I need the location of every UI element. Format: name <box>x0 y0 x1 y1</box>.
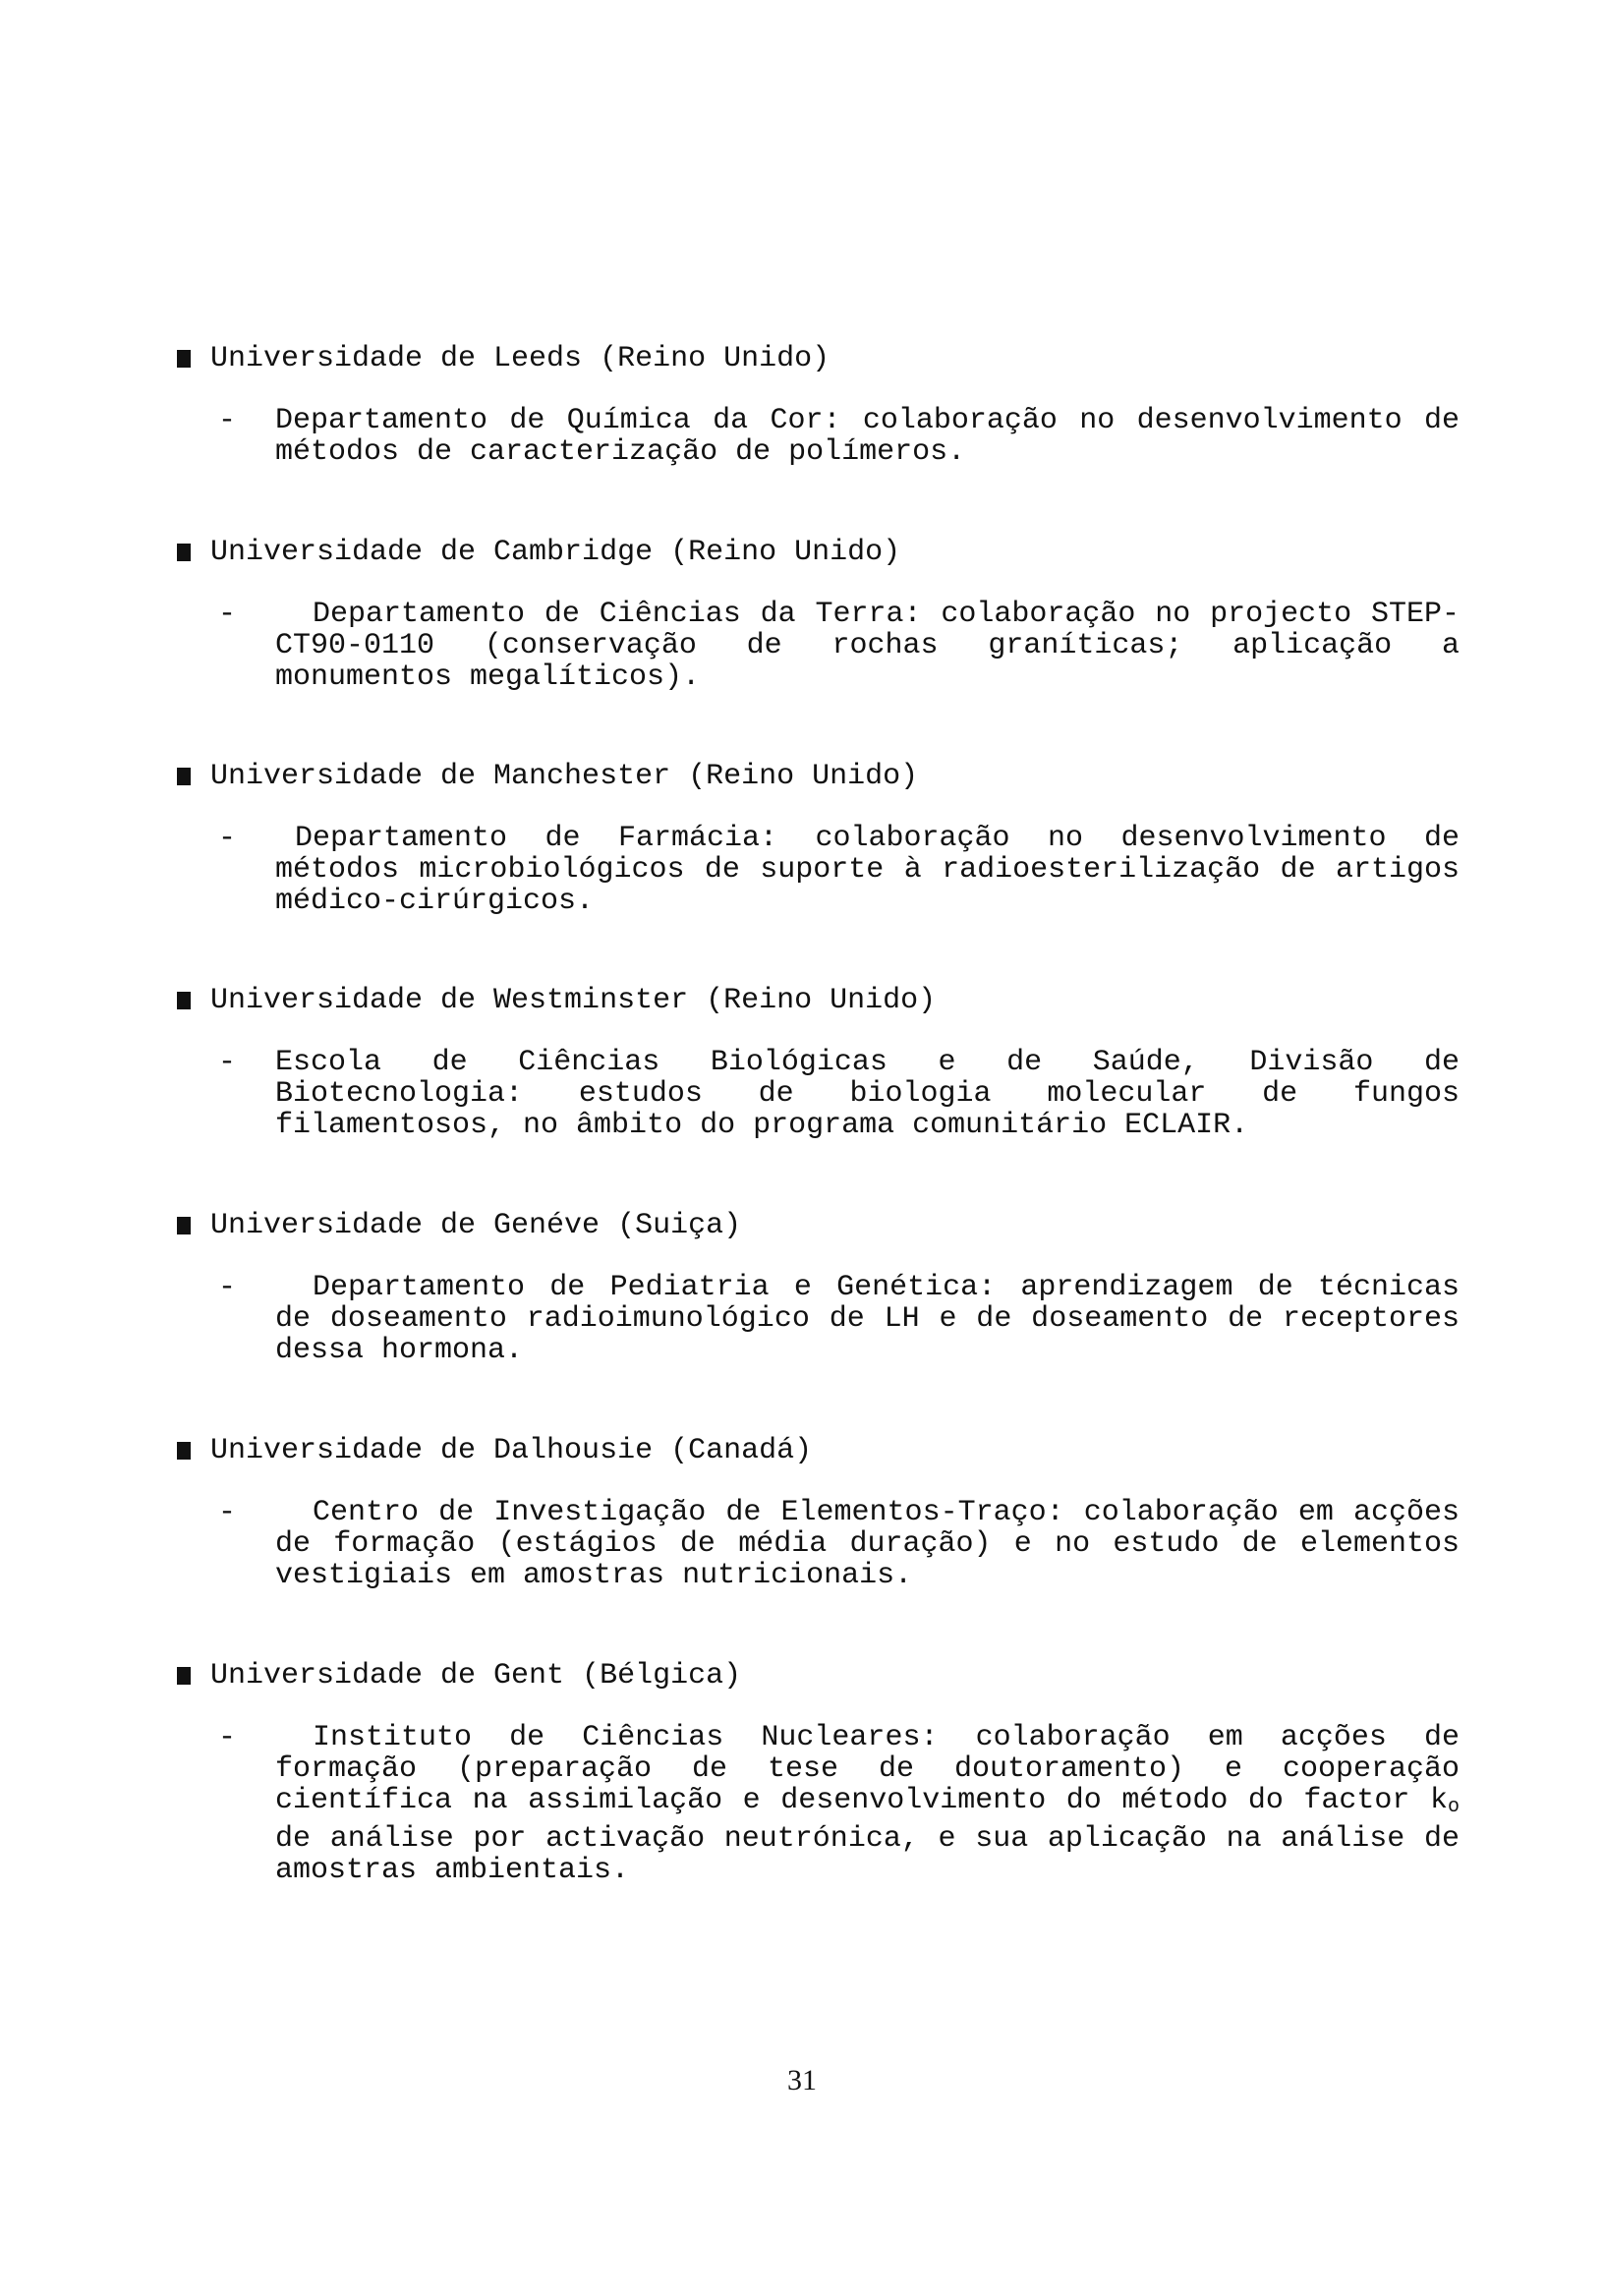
description-text: Centro de Investigação de Elementos-Traço: colaboração em acções de formação (estágios de média duração) e no estudo de elementos vestigiais em amostras nutricionais. <box>275 1496 1460 1592</box>
entry-leeds <box>177 342 1460 469</box>
entry-dalhousie <box>177 1434 1460 1592</box>
square-bullet-icon <box>177 1442 191 1460</box>
square-bullet-icon <box>177 350 191 368</box>
entry-heading <box>177 984 1455 1017</box>
entry-cambridge <box>177 536 1460 694</box>
square-bullet-icon <box>177 544 191 561</box>
entry-description <box>177 405 1460 468</box>
heading-text: Universidade de Westminster (Reino Unido) <box>210 984 937 1017</box>
entry-heading <box>177 1434 1455 1467</box>
heading-text: Universidade de Manchester (Reino Unido) <box>210 760 919 793</box>
heading-text: Universidade de Gent (Bélgica) <box>210 1659 742 1693</box>
dash-marker: - <box>218 822 237 855</box>
dash-marker: - <box>218 598 237 631</box>
heading-text: Universidade de Cambridge (Reino Unido) <box>210 536 901 569</box>
entry-heading <box>177 536 1455 569</box>
description-text: Escola de Ciências Biológicas e de Saúde, Divisão de Biotecnologia: estudos de biologia molecular de fungos filamentosos, no âmbito do programa comunitário ECLAIR. <box>275 1046 1460 1142</box>
description-text <box>275 1722 1460 1886</box>
square-bullet-icon <box>177 992 191 1009</box>
description-text: Departamento de Farmácia: colaboração no desenvolvimento de métodos microbiológicos de suporte à radioesterilização de artigos médico-cirúrgicos. <box>275 822 1460 918</box>
entry-heading <box>177 342 1455 375</box>
description-part-2: de análise por activação neutrónica, e sua aplicação na análise de amostras ambientais. <box>275 1822 1460 1887</box>
entry-gent <box>177 1659 1460 1887</box>
entry-description <box>177 1722 1460 1886</box>
dash-marker: - <box>218 1271 237 1304</box>
heading-text: Universidade de Leeds (Reino Unido) <box>210 342 831 375</box>
entry-description <box>177 1497 1460 1591</box>
entry-description <box>177 1047 1460 1141</box>
entry-heading <box>177 1659 1455 1693</box>
dash-marker: - <box>218 404 237 437</box>
description-text: Departamento de Ciências da Terra: colaboração no projecto STEP-CT90-0110 (conservação de rochas graníticas; aplicação a monumentos megalíticos). <box>275 598 1460 694</box>
entry-description <box>177 599 1460 693</box>
subscript-zero: o <box>1447 1796 1460 1818</box>
description-part-1: Instituto de Ciências Nucleares: colaboração em acções de formação (preparação de tese de doutoramento) e cooperação científica na assimilação e desenvolvimento do método do factor k <box>275 1721 1460 1817</box>
heading-text: Universidade de Dalhousie (Canadá) <box>210 1434 813 1467</box>
entry-heading <box>177 1209 1455 1242</box>
dash-marker: - <box>218 1046 237 1079</box>
entry-heading <box>177 760 1455 793</box>
entry-westminster <box>177 984 1460 1142</box>
square-bullet-icon <box>177 1667 191 1685</box>
entry-manchester <box>177 760 1460 918</box>
page-number: 31 <box>787 2064 817 2096</box>
description-text: Departamento de Química da Cor: colaboração no desenvolvimento de métodos de caracterização de polímeros. <box>275 404 1460 469</box>
square-bullet-icon <box>177 1217 191 1234</box>
entry-description <box>177 823 1460 917</box>
entry-description <box>177 1272 1460 1366</box>
square-bullet-icon <box>177 768 191 785</box>
entry-geneve <box>177 1209 1460 1367</box>
heading-text: Universidade de Genéve (Suiça) <box>210 1209 742 1242</box>
dash-marker: - <box>218 1496 237 1529</box>
description-text: Departamento de Pediatria e Genética: aprendizagem de técnicas de doseamento radioimunológico de LH e de doseamento de receptores dessa hormona. <box>275 1271 1460 1367</box>
dash-marker: - <box>218 1721 237 1754</box>
